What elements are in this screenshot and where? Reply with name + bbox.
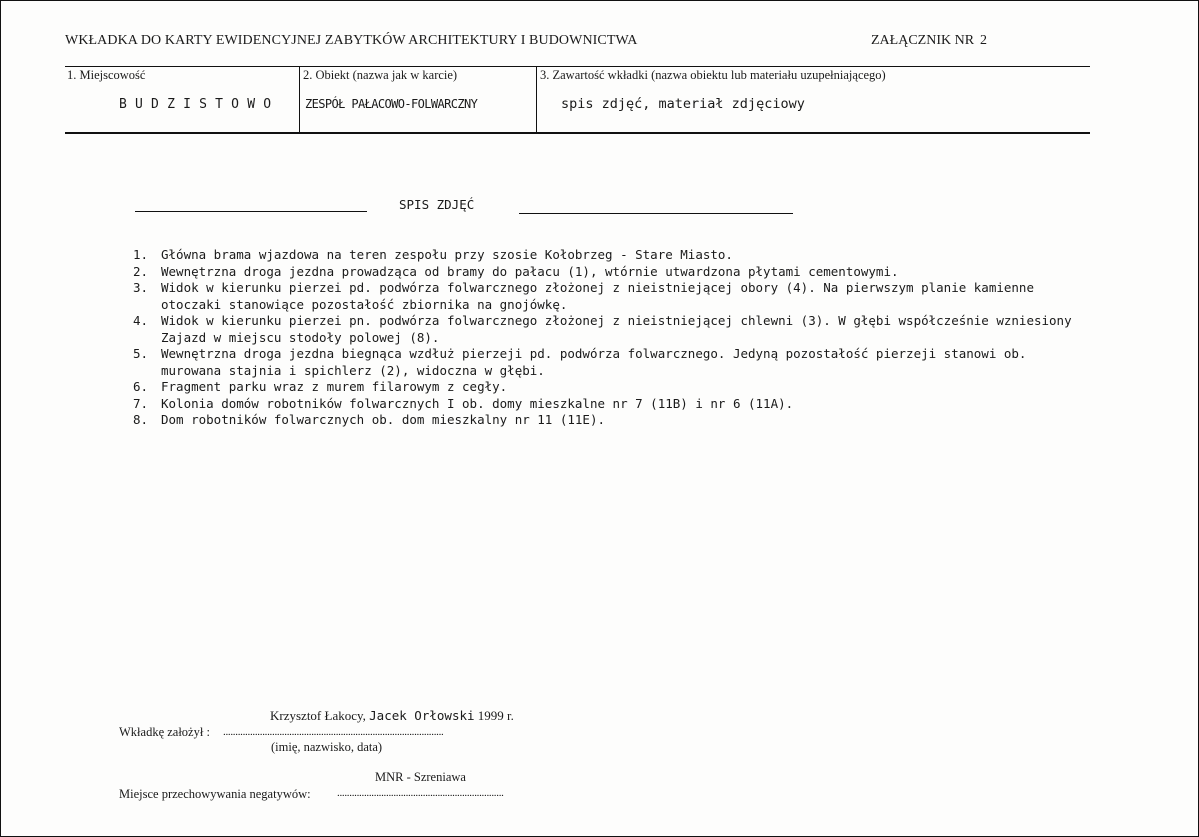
table-top-rule: [65, 66, 1090, 67]
title-line-right: [519, 213, 793, 214]
attachment-label: ZAŁĄCZNIK NR: [871, 33, 975, 48]
content-value: spis zdjęć, materiał zdjęciowy: [561, 96, 805, 112]
negatives-label: Miejsce przechowywania negatywów:: [119, 787, 311, 801]
list-item: [133, 346, 1083, 379]
negatives-dots: ....................................................................: [337, 787, 504, 799]
list-item: [133, 313, 1083, 346]
prepared-by-label: Wkładkę założył :: [119, 725, 210, 739]
list-item: [133, 396, 1083, 413]
author-year: 1999 r.: [477, 708, 514, 723]
author-name-1: Krzysztof Łakocy,: [270, 708, 366, 723]
object-label: 2. Obiekt (nazwa jak w karcie): [303, 68, 458, 82]
item-number: 8.: [133, 412, 149, 427]
content-label: 3. Zawartość wkładki (nazwa obiektu lub materiału uzupełniającego): [540, 68, 886, 82]
item-number: 2.: [133, 263, 149, 279]
item-number: 6.: [133, 379, 149, 394]
town-value: BUDZISTOWO: [119, 97, 280, 112]
photo-list-title: SPIS ZDJĘĆ: [399, 197, 475, 212]
item-number: 1.: [133, 247, 149, 262]
attachment-value: 2: [980, 33, 988, 48]
title-line-left: [135, 211, 367, 212]
table-divider-2: [536, 66, 537, 133]
item-text: Widok w kierunku pierzei pd. podwórza folwarcznego złożonej z nieistniejącej obory (4). Na pierwszym planie kamienne otoczaki stanowiące pozostałość zbiornika na gnojówkę.: [161, 280, 1034, 312]
item-number: 5.: [133, 346, 149, 361]
item-number: 3.: [133, 280, 149, 295]
list-item: [133, 247, 1083, 264]
list-item: [133, 280, 1083, 313]
prepared-by-dots: ..........................................................................................: [223, 726, 444, 738]
item-number: 4.: [133, 313, 149, 328]
object-value: ZESPÓŁ PAŁACOWO-FOLWARCZNY: [305, 97, 478, 111]
table-divider-1: [299, 66, 300, 133]
item-text: Wewnętrzna droga jezdna biegnąca wzdłuż pierzeji pd. podwórza folwarcznego. Jedyną pozostałość pierzeji stanowi ob. murowana stajnia i spichlerz (2), widoczna w głębi.: [161, 346, 1027, 378]
list-item: [133, 264, 1083, 281]
table-bottom-rule: [65, 132, 1090, 134]
list-item: [133, 412, 1083, 429]
negatives-location: MNR - Szreniawa: [375, 770, 466, 784]
name-date-caption: (imię, nazwisko, data): [271, 740, 383, 754]
item-text: Fragment parku wraz z murem filarowym z cegły.: [161, 379, 508, 394]
item-text: Wewnętrzna droga jezdna prowadząca od bramy do pałacu (1), wtórnie utwardzona płytami cementowymi.: [161, 263, 899, 279]
item-text: Widok w kierunku pierzei pn. podwórza folwarcznego złożonej z nieistniejącej chlewni (3). W głębi współcześnie wzniesiony Zajazd w miejscu stodoły polowej (8).: [161, 313, 1072, 345]
attachment-number: [871, 33, 987, 49]
town-label: 1. Miejscowość: [67, 68, 146, 82]
item-text: Dom robotników folwarcznych ob. dom mieszkalny nr 11 (11E).: [161, 412, 606, 427]
author-name-2: Jacek Orłowski: [369, 708, 475, 723]
document-title: WKŁADKA DO KARTY EWIDENCYJNEJ ZABYTKÓW ARCHITEKTURY I BUDOWNICTWA: [65, 33, 638, 48]
list-item: [133, 379, 1083, 396]
item-text: Kolonia domów robotników folwarcznych I ob. domy mieszkalne nr 7 (11B) i nr 6 (11A).: [161, 395, 794, 411]
author-names: [270, 708, 514, 724]
item-number: 7.: [133, 395, 149, 411]
item-text: Główna brama wjazdowa na teren zespołu przy szosie Kołobrzeg - Stare Miasto.: [161, 247, 733, 262]
photo-list: [133, 247, 1083, 429]
